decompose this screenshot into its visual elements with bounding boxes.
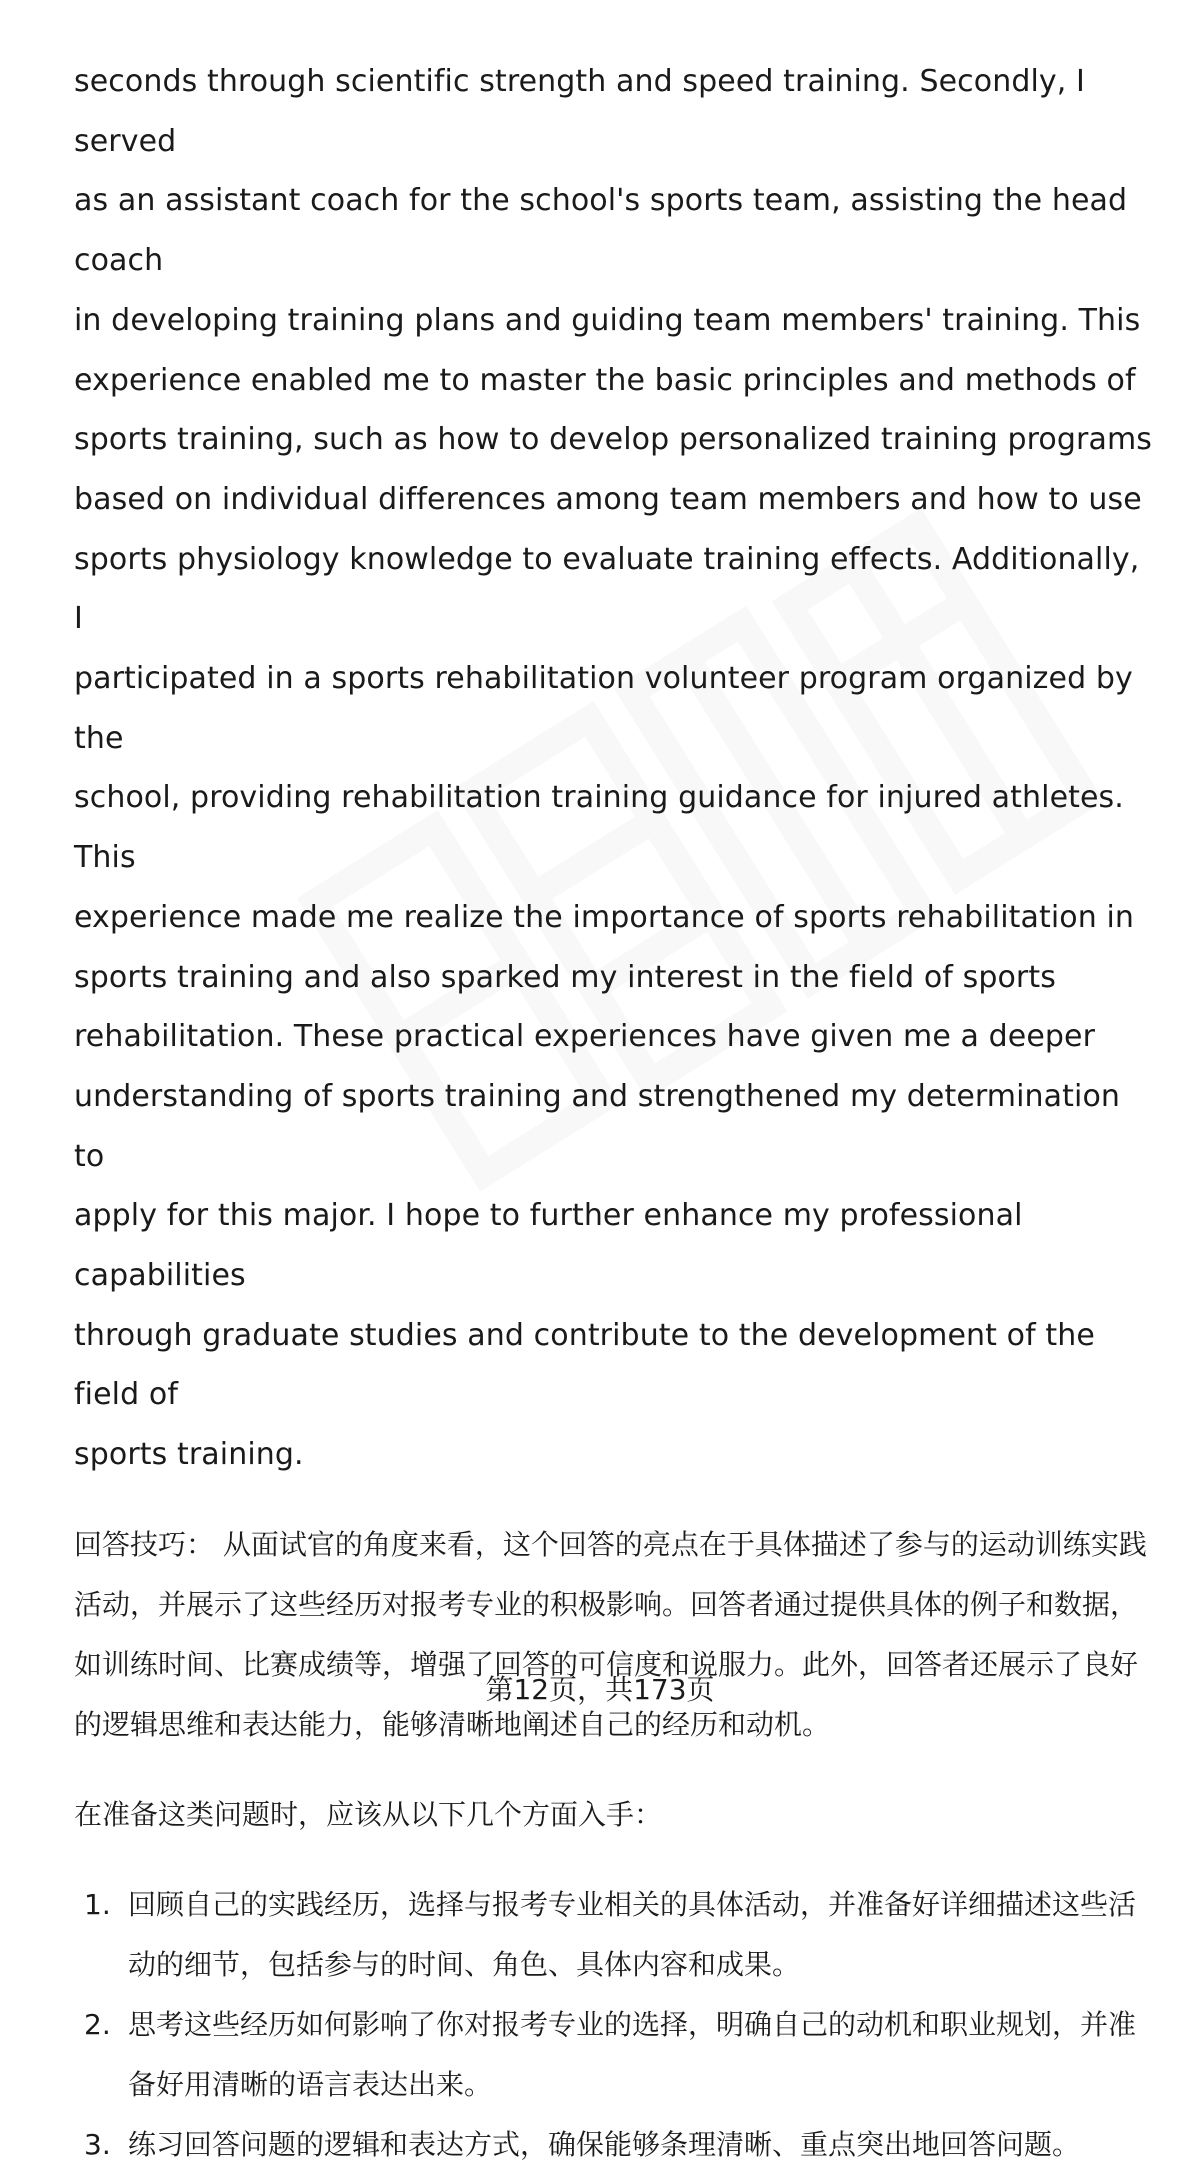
list-item [74,1995,1154,2115]
list-item-text: 思考这些经历如何影响了你对报考专业的选择，明确自己的动机和职业规划，并准备好用清晰的语言表达出来。 [128,2007,1137,2101]
list-item-text: 回顾自己的实践经历，选择与报考专业相关的具体活动，并准备好详细描述这些活动的细节，包括参与的时间、角色、具体内容和成果。 [128,1887,1137,1981]
answer-tips-paragraph: 回答技巧： 从面试官的角度来看，这个回答的亮点在于具体描述了参与的运动训练实践活动，并展示了这些经历对报考专业的积极影响。回答者通过提供具体的例子和数据，如训练时间、比赛成绩等，增强了回答的可信度和说服力。此外，回答者还展示了良好的逻辑思维和表达能力，能够清晰地阐述自己的经历和动机。 [74,1527,1147,1741]
preparation-intro: 在准备这类问题时，应该从以下几个方面入手： [74,1797,663,1831]
list-item [74,1875,1154,1995]
list-item-number: 3. [84,2127,111,2161]
english-answer-paragraph: seconds through scientific strength and speed training. Secondly, I served as an assistant coach for the school's sports team, assisting the head coach in developing training plans and guiding team members' training. This experience enabled me to master the basic principles and methods of sports training, such as how to develop personalized training programs based on individual differences among team members and how to use sports physiology knowledge to evaluate training effects. Additionally, I participated in a sports rehabilitation volunteer program organized by the school, providing rehabilitation training guidance for injured athletes. This experience made me realize the importance of sports rehabilitation in sports training and also sparked my interest in the field of sports rehabilitation. These practical experiences have given me a deeper understanding of sports training and strengthened my determination to apply for this major. I hope to further enhance my professional capabilities through graduate studies and contribute to the development of the field of sports training. [74,64,1153,1473]
list-item-number: 2. [84,2007,111,2041]
preparation-steps-list [74,1875,1154,2175]
main-content [74,52,1154,2175]
list-item-number: 1. [84,1887,111,1921]
page-number-footer: 第12页，共173页 [485,1673,715,1706]
list-item-text: 练习回答问题的逻辑和表达方式，确保能够条理清晰、重点突出地回答问题。 [128,2127,1081,2161]
list-item [74,2115,1154,2175]
